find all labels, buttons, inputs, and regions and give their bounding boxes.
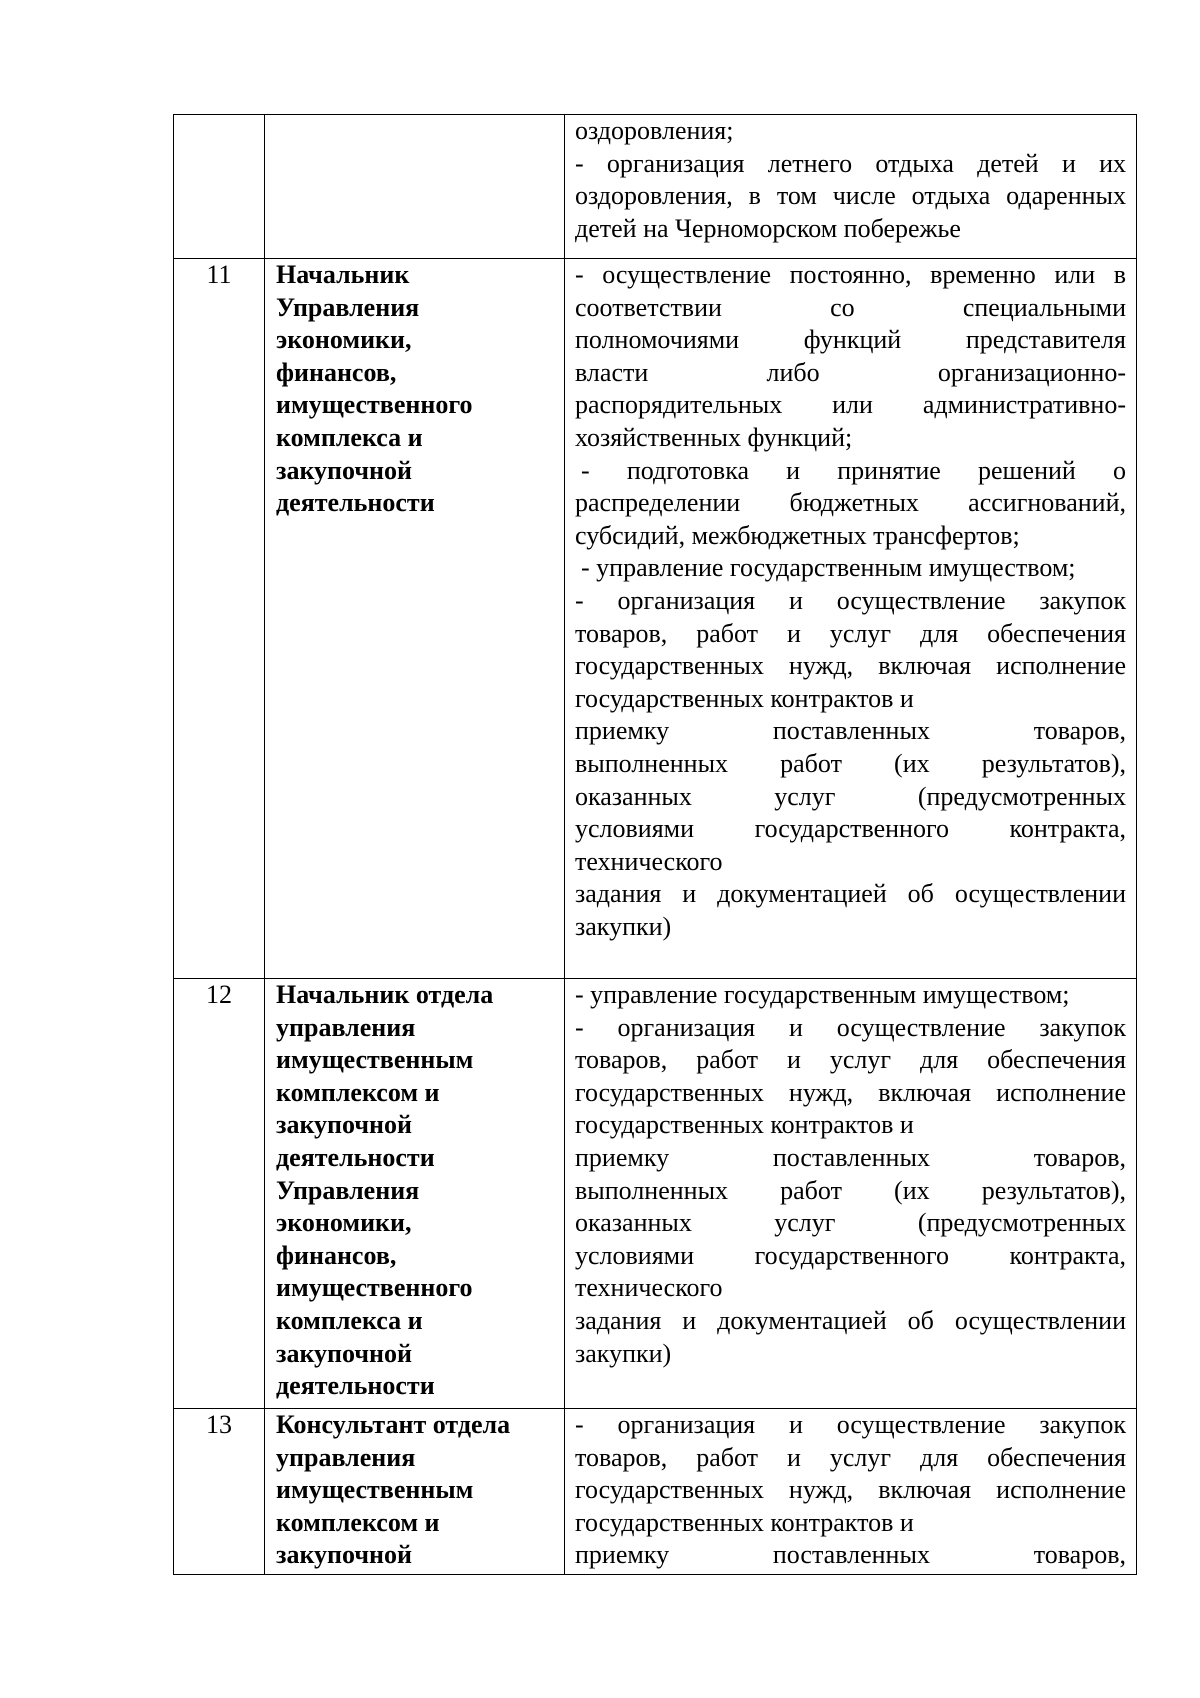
duty-line: - организация летнего отдыха детей и их (575, 148, 1126, 178)
duty-line: товаров, работ и услуг для обеспечения (575, 1442, 1126, 1472)
position-line: имущественным (276, 1475, 474, 1505)
position-line: имущественного (276, 1273, 473, 1303)
position-line: Начальник (276, 260, 410, 289)
duty-line: оказанных услуг (предусмотренных (575, 1208, 1126, 1238)
position-line: имущественного (276, 390, 473, 420)
duty-line: оздоровления; (575, 116, 734, 145)
duty-line: товаров, работ и услуг для обеспечения (575, 618, 1126, 648)
position-cell (265, 115, 565, 259)
duty-line: - организация и осуществление закупок (575, 1410, 1126, 1439)
table-row (174, 1409, 1137, 1575)
position-line: комплекса и (276, 1305, 423, 1335)
position-line: управления (276, 1442, 416, 1472)
duty-line: закупки) (575, 911, 672, 941)
duty-line: государственных контрактов и (575, 1110, 914, 1140)
position-line: закупочной (276, 455, 412, 485)
duty-line: государственных нужд, включая исполнение (575, 651, 1126, 681)
duty-line: государственных контрактов и (575, 1507, 914, 1537)
duties-table (173, 114, 1137, 1575)
row-number-cell: 12 (174, 979, 265, 1409)
duty-line: государственных нужд, включая исполнение (575, 1475, 1126, 1505)
position-line: деятельности (276, 488, 435, 518)
duty-line: детей на Черноморском побережье (575, 213, 961, 243)
duty-line: приемку поставленных товаров, (575, 716, 1126, 746)
row-number-cell: 13 (174, 1409, 265, 1575)
position-line: Начальник отдела (276, 980, 494, 1009)
position-line: финансов, (276, 357, 397, 387)
table-row (174, 115, 1137, 259)
duty-line: оказанных услуг (предусмотренных (575, 781, 1126, 811)
duty-line: технического (575, 1273, 723, 1303)
duty-line: задания и документацией об осуществлении (575, 1305, 1126, 1335)
row-number-cell (174, 115, 265, 259)
duty-line: полномочиями функций представителя (575, 325, 1126, 355)
position-line: финансов, (276, 1240, 397, 1270)
duty-line: власти либо организационно- (575, 357, 1126, 387)
position-line: экономики, (276, 325, 412, 355)
duty-line: выполненных работ (их результатов), (575, 748, 1126, 778)
duty-line: условиями государственного контракта, (575, 1240, 1126, 1270)
duty-line: - управление государственным имуществом; (581, 553, 1076, 583)
row-number-cell: 11 (174, 259, 265, 979)
duties-cell (565, 115, 1137, 259)
duty-line: технического (575, 846, 723, 876)
duty-line: выполненных работ (их результатов), (575, 1175, 1126, 1205)
position-line: закупочной (276, 1540, 412, 1570)
duty-line: государственных контрактов и (575, 683, 914, 713)
duty-line: распорядительных или административно- (575, 390, 1126, 420)
position-line: экономики, (276, 1208, 412, 1238)
duty-line: соответствии со специальными (575, 292, 1126, 322)
position-line: деятельности (276, 1142, 435, 1172)
duty-line: - организация и осуществление закупок (575, 1012, 1126, 1042)
duty-line: задания и документацией об осуществлении (575, 879, 1126, 909)
position-line: комплексом и (276, 1077, 440, 1107)
position-line: закупочной (276, 1338, 412, 1368)
position-line: имущественным (276, 1045, 474, 1075)
duties-cell (565, 1409, 1137, 1575)
table-row (174, 259, 1137, 979)
duty-line: - подготовка и принятие решений о (581, 455, 1126, 485)
position-cell (265, 1409, 565, 1575)
position-line: комплекса и (276, 422, 423, 452)
duty-line: условиями государственного контракта, (575, 814, 1126, 844)
position-cell (265, 979, 565, 1409)
position-line: комплексом и (276, 1507, 440, 1537)
position-line: управления (276, 1012, 416, 1042)
duty-line: закупки) (575, 1338, 672, 1368)
duty-line: приемку поставленных товаров, (575, 1540, 1126, 1570)
duty-line: - управление государственным имуществом; (575, 980, 1070, 1009)
position-line: закупочной (276, 1110, 412, 1140)
duties-cell (565, 259, 1137, 979)
duty-line: хозяйственных функций; (575, 422, 853, 452)
position-line: деятельности (276, 1371, 435, 1401)
position-line: Управления (276, 292, 420, 322)
position-cell (265, 259, 565, 979)
duty-line: оздоровления, в том числе отдыха одаренных (575, 181, 1126, 211)
duty-line: приемку поставленных товаров, (575, 1142, 1126, 1172)
position-line: Консультант отдела (276, 1410, 511, 1439)
duty-line: - осуществление постоянно, временно или в (575, 260, 1126, 289)
duty-line: - организация и осуществление закупок (575, 585, 1126, 615)
duty-line: распределении бюджетных ассигнований, (575, 488, 1126, 518)
table-row (174, 979, 1137, 1409)
duties-cell (565, 979, 1137, 1409)
position-line: Управления (276, 1175, 420, 1205)
duty-line: государственных нужд, включая исполнение (575, 1077, 1126, 1107)
duty-line: товаров, работ и услуг для обеспечения (575, 1045, 1126, 1075)
duty-line: субсидий, межбюджетных трансфертов; (575, 520, 1020, 550)
